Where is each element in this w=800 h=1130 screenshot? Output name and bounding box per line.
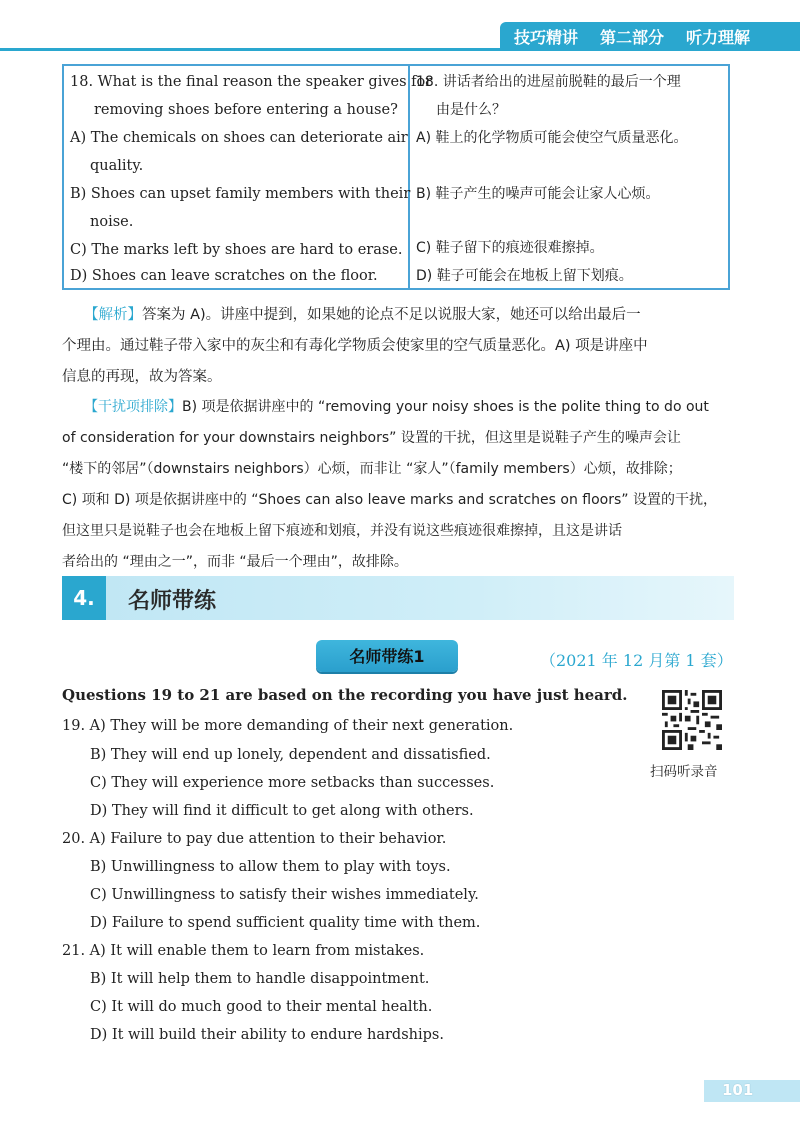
q20-option-c: C) Unwillingness to satisfy their wishes immediately. bbox=[90, 887, 479, 903]
q18-en-line2: removing shoes before entering a house? bbox=[94, 102, 398, 118]
q18-zh-option-c: C) 鞋子留下的痕迹很难擦掉。 bbox=[416, 240, 604, 256]
qr-code-icon[interactable] bbox=[662, 690, 722, 750]
analysis-paragraph bbox=[62, 300, 734, 393]
distractor-paragraph bbox=[62, 392, 734, 578]
q18-zh-option-b: B) 鞋子产生的噪声可能会让家人心烦。 bbox=[416, 186, 660, 202]
header-bar bbox=[500, 22, 800, 50]
question-18-table bbox=[62, 64, 730, 290]
q19-option-d: D) They will find it difficult to get along with others. bbox=[90, 803, 474, 819]
section-number: 4. bbox=[62, 576, 106, 620]
distractor-line-3: “楼下的邻居”（downstairs neighbors）心烦，而非让 “家人”（family members）心烦，故排除； bbox=[62, 461, 682, 477]
qr-caption: 扫码听录音 bbox=[650, 764, 718, 780]
section-title: 名师带练 bbox=[128, 589, 217, 614]
q20-option-b: B) Unwillingness to allow them to play with toys. bbox=[90, 859, 451, 875]
q18-en-line1: 18. What is the final reason the speaker gives for bbox=[70, 74, 433, 90]
analysis-line-3: 信息的再现，故为答案。 bbox=[62, 369, 222, 385]
q18-en-option-b: B) Shoes can upset family members with their bbox=[70, 186, 411, 202]
q20-option-d: D) Failure to spend sufficient quality time with them. bbox=[90, 915, 481, 931]
header-rule bbox=[0, 48, 800, 51]
questions-heading: Questions 19 to 21 are based on the recording you have just heard. bbox=[62, 686, 628, 704]
page-number: 101 bbox=[722, 1081, 754, 1099]
q18-en-option-c: C) The marks left by shoes are hard to erase. bbox=[70, 242, 403, 258]
header-part-1: 技巧精讲 bbox=[514, 28, 579, 47]
analysis-tag: 【解析】 bbox=[84, 307, 142, 323]
distractor-tag: 【干扰项排除】 bbox=[84, 399, 182, 415]
practice-date: （2021 年 12 月第 1 套） bbox=[540, 651, 733, 670]
q19-option-c: C) They will experience more setbacks than successes. bbox=[90, 775, 495, 791]
q18-zh-option-a: A) 鞋上的化学物质可能会使空气质量恶化。 bbox=[416, 130, 688, 146]
distractor-line-6: 者给出的 “理由之一”，而非 “最后一个理由”，故排除。 bbox=[62, 554, 408, 570]
page-number-tab bbox=[704, 1080, 800, 1102]
q18-en-option-a-cont: quality. bbox=[90, 158, 144, 174]
q20-option-a: 20. A) Failure to pay due attention to their behavior. bbox=[62, 831, 447, 847]
q21-option-b: B) It will help them to handle disappointment. bbox=[90, 971, 430, 987]
q18-zh-line1: 18. 讲话者给出的进屋前脱鞋的最后一个理 bbox=[416, 74, 681, 90]
q21-option-a: 21. A) It will enable them to learn from mistakes. bbox=[62, 943, 425, 959]
header-part-2: 第二部分 bbox=[600, 28, 665, 47]
q18-zh-option-d: D) 鞋子可能会在地板上留下划痕。 bbox=[416, 268, 633, 284]
header-part-3: 听力理解 bbox=[686, 28, 751, 47]
analysis-line-1: 【解析】答案为 A)。讲座中提到，如果她的论点不足以说服大家，她还可以给出最后一 bbox=[84, 307, 641, 323]
q19-option-b: B) They will end up lonely, dependent and dissatisfied. bbox=[90, 747, 491, 763]
distractor-line-5: 但这里只是说鞋子也会在地板上留下痕迹和划痕，并没有说这些痕迹很难擦掉，且这是讲话 bbox=[62, 523, 622, 539]
practice-label bbox=[316, 640, 458, 672]
q18-en-option-a: A) The chemicals on shoes can deteriorate air bbox=[70, 130, 408, 146]
distractor-line-2: of consideration for your downstairs neighbors” 设置的干扰，但这里是说鞋子产生的噪声会让 bbox=[62, 430, 681, 446]
q21-option-d: D) It will build their ability to endure hardships. bbox=[90, 1027, 444, 1043]
q21-option-c: C) It will do much good to their mental health. bbox=[90, 999, 433, 1015]
table-divider bbox=[408, 66, 410, 288]
q19-option-a: 19. A) They will be more demanding of their next generation. bbox=[62, 718, 514, 734]
distractor-line-1: 【干扰项排除】B) 项是依据讲座中的 “removing your noisy shoes is the polite thing to do out bbox=[84, 399, 709, 415]
analysis-line-2: 个理由。通过鞋子带入家中的灰尘和有毒化学物质会使家里的空气质量恶化。A) 项是讲座中 bbox=[62, 338, 648, 354]
q18-en-option-d: D) Shoes can leave scratches on the floor. bbox=[70, 268, 378, 284]
distractor-line-4: C) 项和 D) 项是依据讲座中的 “Shoes can also leave marks and scratches on floors” 设置的干扰， bbox=[62, 492, 717, 508]
q18-zh-line2: 由是什么？ bbox=[436, 102, 506, 118]
practice-label-text: 名师带练1 bbox=[349, 647, 425, 666]
q18-en-option-b-cont: noise. bbox=[90, 214, 134, 230]
